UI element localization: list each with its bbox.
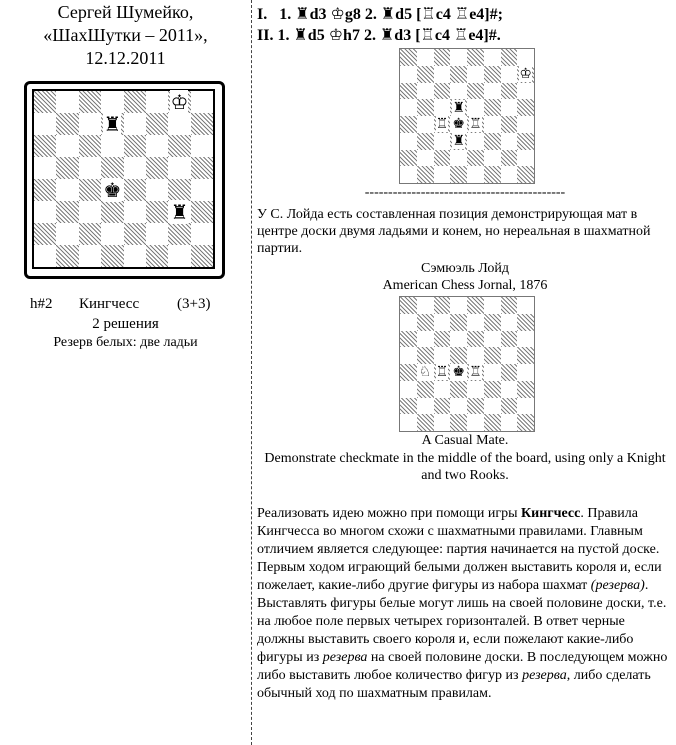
kingchess-term: Кингчесс — [520, 506, 581, 521]
square-c7 — [434, 314, 451, 331]
square-a2 — [400, 398, 417, 415]
square-g5 — [168, 157, 190, 179]
square-e6 — [467, 83, 484, 100]
square-b4 — [417, 116, 434, 133]
square-d6 — [450, 83, 467, 100]
square-d4 — [450, 364, 467, 381]
square-f7 — [484, 314, 501, 331]
square-b1 — [56, 245, 78, 267]
square-g5 — [501, 347, 518, 364]
square-a6 — [400, 83, 417, 100]
square-d7 — [450, 314, 467, 331]
square-c6 — [434, 331, 451, 348]
square-b8 — [56, 91, 78, 113]
black-rook-icon: ♜ — [170, 200, 189, 224]
square-f1 — [484, 166, 501, 183]
square-g4 — [501, 364, 518, 381]
square-c2 — [434, 398, 451, 415]
square-e3 — [467, 381, 484, 398]
square-a6 — [34, 135, 56, 157]
square-h8 — [517, 297, 534, 314]
white-knight-icon: ♘ — [418, 364, 432, 381]
left-column — [0, 0, 251, 69]
square-h4 — [517, 116, 534, 133]
problem-board-border — [32, 89, 215, 269]
white-rook-icon: ♖ — [435, 116, 449, 133]
square-g6 — [501, 331, 518, 348]
square-g8 — [168, 91, 190, 113]
square-g7 — [168, 113, 190, 135]
square-e6 — [124, 135, 146, 157]
square-g4 — [168, 179, 190, 201]
black-rook-icon: ♜ — [452, 99, 465, 116]
square-h3 — [517, 133, 534, 150]
square-a4 — [34, 179, 56, 201]
loyd-board — [399, 296, 535, 432]
square-d8 — [450, 49, 467, 66]
square-a4 — [400, 364, 417, 381]
square-h8 — [517, 49, 534, 66]
square-e2 — [467, 150, 484, 167]
square-c3 — [434, 381, 451, 398]
square-b6 — [56, 135, 78, 157]
square-h7 — [517, 314, 534, 331]
square-c1 — [434, 414, 451, 431]
square-a3 — [34, 201, 56, 223]
square-d3 — [450, 133, 467, 150]
square-b2 — [56, 223, 78, 245]
square-d7 — [101, 113, 123, 135]
square-d1 — [101, 245, 123, 267]
casual-text: Demonstrate checkmate in the middle of the board, using only a Knight and two Rooks. — [264, 451, 666, 483]
square-a7 — [34, 113, 56, 135]
square-c4 — [79, 179, 101, 201]
square-e4 — [467, 364, 484, 381]
square-h6 — [517, 331, 534, 348]
square-a1 — [400, 414, 417, 431]
square-e6 — [467, 331, 484, 348]
square-c3 — [79, 201, 101, 223]
square-f5 — [484, 347, 501, 364]
square-b7 — [417, 66, 434, 83]
square-g3 — [168, 201, 190, 223]
square-a5 — [34, 157, 56, 179]
square-d4 — [450, 116, 467, 133]
square-f1 — [146, 245, 168, 267]
square-h5 — [517, 347, 534, 364]
square-d5 — [101, 157, 123, 179]
square-e7 — [124, 113, 146, 135]
square-b3 — [417, 381, 434, 398]
square-d7 — [450, 66, 467, 83]
square-b2 — [417, 398, 434, 415]
square-d8 — [450, 297, 467, 314]
square-h2 — [191, 223, 213, 245]
square-b4 — [417, 364, 434, 381]
square-f6 — [146, 135, 168, 157]
square-b5 — [417, 99, 434, 116]
square-c4 — [434, 116, 451, 133]
square-b6 — [417, 83, 434, 100]
square-h6 — [517, 83, 534, 100]
square-h6 — [191, 135, 213, 157]
square-c4 — [434, 364, 451, 381]
square-c5 — [434, 99, 451, 116]
square-f8 — [146, 91, 168, 113]
right-column — [257, 0, 673, 46]
square-b6 — [417, 331, 434, 348]
square-d5 — [450, 347, 467, 364]
square-g2 — [501, 150, 518, 167]
square-c6 — [79, 135, 101, 157]
square-f2 — [484, 398, 501, 415]
black-king-icon: ♚ — [103, 178, 122, 202]
square-e2 — [467, 398, 484, 415]
square-g2 — [168, 223, 190, 245]
square-g1 — [168, 245, 190, 267]
square-g1 — [501, 166, 518, 183]
square-e8 — [124, 91, 146, 113]
white-rook-icon: ♖ — [469, 116, 482, 133]
rook-icon: ♜ — [293, 25, 308, 44]
square-e7 — [467, 66, 484, 83]
square-b8 — [417, 49, 434, 66]
square-d6 — [450, 331, 467, 348]
square-h8 — [191, 91, 213, 113]
square-a5 — [400, 99, 417, 116]
square-g3 — [501, 381, 518, 398]
king-icon: ♔ — [330, 4, 345, 23]
square-g1 — [501, 414, 518, 431]
square-e4 — [467, 116, 484, 133]
black-rook-icon: ♜ — [103, 112, 122, 136]
white-rook-icon: ♖ — [469, 364, 482, 381]
square-h3 — [191, 201, 213, 223]
solution-2: II. 1. ♜d5 ♔h7 2. ♜d3 [♖c4 ♖e4]#. — [257, 25, 501, 44]
square-g6 — [501, 83, 518, 100]
rook-icon: ♜ — [379, 25, 395, 44]
square-c8 — [434, 49, 451, 66]
problem-board-frame — [24, 81, 225, 279]
square-a8 — [400, 297, 417, 314]
square-a7 — [400, 66, 417, 83]
square-b1 — [417, 166, 434, 183]
square-d4 — [101, 179, 123, 201]
square-f3 — [484, 133, 501, 150]
square-d3 — [101, 201, 123, 223]
square-f7 — [146, 113, 168, 135]
square-c8 — [434, 297, 451, 314]
square-e3 — [124, 201, 146, 223]
black-king-icon: ♚ — [452, 116, 465, 133]
square-h5 — [191, 157, 213, 179]
square-h7 — [191, 113, 213, 135]
square-f6 — [484, 331, 501, 348]
kingchess-rules: Реализовать идею можно при помощи игры Кингчесс. Правила Кингчесса во многом схожи с шахматными правилами. Главным отличием является следующее: партия начинается на пустой доске. Первым ходом играющий белыми должен выставить короля и, если пожелает, какие-либо другие фигуры из набора шахмат (резерва). Выставлять фигуры белые могут лишь на своей половине доски, т.е. на любое поле первых четырех горизонталей. В ответ черные должны выставить своего короля и, если пожелают какие-либо фигуры из резерва на своей половине доски. В последующем можно либо выставить любое количество фигур из резерва, либо сделать обычный ход по шахматным правилам. — [257, 506, 668, 701]
square-e8 — [467, 297, 484, 314]
rook-icon: ♖ — [453, 25, 469, 44]
square-a1 — [34, 245, 56, 267]
square-f5 — [146, 157, 168, 179]
square-d1 — [450, 414, 467, 431]
square-c1 — [434, 166, 451, 183]
square-g4 — [501, 116, 518, 133]
square-f5 — [484, 99, 501, 116]
stipulation: h#2 — [30, 296, 53, 312]
square-g8 — [501, 297, 518, 314]
rook-icon: ♖ — [421, 4, 436, 23]
square-h2 — [517, 150, 534, 167]
white-king-icon: ♔ — [170, 90, 189, 114]
square-g7 — [501, 314, 518, 331]
square-a2 — [400, 150, 417, 167]
solutions-count: 2 решения — [92, 316, 159, 332]
loyd-name: Сэмюэль Лойд — [420, 261, 510, 276]
problem-board — [34, 91, 213, 267]
square-b2 — [417, 150, 434, 167]
square-g7 — [501, 66, 518, 83]
square-d2 — [450, 150, 467, 167]
square-h1 — [517, 414, 534, 431]
square-b5 — [56, 157, 78, 179]
square-b7 — [56, 113, 78, 135]
square-f4 — [146, 179, 168, 201]
square-c5 — [434, 347, 451, 364]
square-h7 — [517, 66, 534, 83]
square-d2 — [101, 223, 123, 245]
square-c7 — [434, 66, 451, 83]
square-g8 — [501, 49, 518, 66]
square-d2 — [450, 398, 467, 415]
square-h2 — [517, 398, 534, 415]
king-icon: ♔ — [328, 25, 344, 44]
square-e4 — [124, 179, 146, 201]
genre: Кингчесс — [79, 296, 140, 312]
black-king-icon: ♚ — [452, 364, 465, 381]
black-rook-icon: ♜ — [452, 133, 465, 150]
rook-icon: ♜ — [295, 4, 310, 23]
solution-board — [399, 48, 535, 184]
square-f3 — [146, 201, 168, 223]
casual-title: A Casual Mate. — [421, 433, 509, 448]
date: 12.12.2011 — [85, 48, 166, 68]
square-c1 — [79, 245, 101, 267]
square-h4 — [517, 364, 534, 381]
square-d6 — [101, 135, 123, 157]
square-a4 — [400, 116, 417, 133]
solution-1: I. 1. ♜d3 ♔g8 2. ♜d5 [♖c4 ♖e4]#; — [257, 4, 503, 23]
square-a2 — [34, 223, 56, 245]
square-a3 — [400, 133, 417, 150]
square-e1 — [467, 166, 484, 183]
source: «ШахШутки – 2011», — [43, 25, 208, 45]
square-b7 — [417, 314, 434, 331]
white-rook-icon: ♖ — [435, 364, 449, 381]
square-f3 — [484, 381, 501, 398]
square-c2 — [79, 223, 101, 245]
square-e8 — [467, 49, 484, 66]
square-e1 — [124, 245, 146, 267]
square-e5 — [467, 99, 484, 116]
square-b5 — [417, 347, 434, 364]
square-c6 — [434, 83, 451, 100]
column-divider — [251, 0, 252, 745]
square-a8 — [34, 91, 56, 113]
square-a8 — [400, 49, 417, 66]
square-a5 — [400, 347, 417, 364]
square-a6 — [400, 331, 417, 348]
square-a1 — [400, 166, 417, 183]
square-a7 — [400, 314, 417, 331]
square-e3 — [467, 133, 484, 150]
rook-icon: ♜ — [380, 4, 396, 23]
square-h1 — [191, 245, 213, 267]
square-b3 — [56, 201, 78, 223]
square-e5 — [124, 157, 146, 179]
square-g3 — [501, 133, 518, 150]
piece-count: (3+3) — [177, 296, 211, 312]
square-d3 — [450, 381, 467, 398]
square-b3 — [417, 133, 434, 150]
square-e5 — [467, 347, 484, 364]
square-c3 — [434, 133, 451, 150]
square-d1 — [450, 166, 467, 183]
rook-icon: ♖ — [454, 4, 470, 23]
square-g5 — [501, 99, 518, 116]
white-king-icon: ♔ — [519, 66, 532, 83]
square-g6 — [168, 135, 190, 157]
separator: ------------------------------------------- — [364, 185, 566, 200]
square-e1 — [467, 414, 484, 431]
author: Сергей Шумейко, — [57, 2, 194, 22]
square-f2 — [484, 150, 501, 167]
square-e2 — [124, 223, 146, 245]
square-b4 — [56, 179, 78, 201]
square-c2 — [434, 150, 451, 167]
square-c8 — [79, 91, 101, 113]
square-h3 — [517, 381, 534, 398]
square-b1 — [417, 414, 434, 431]
rook-icon: ♖ — [420, 25, 435, 44]
square-h1 — [517, 166, 534, 183]
square-d8 — [101, 91, 123, 113]
square-a3 — [400, 381, 417, 398]
square-c7 — [79, 113, 101, 135]
square-f4 — [484, 116, 501, 133]
square-b8 — [417, 297, 434, 314]
square-f6 — [484, 83, 501, 100]
square-e7 — [467, 314, 484, 331]
square-f1 — [484, 414, 501, 431]
square-f8 — [484, 49, 501, 66]
square-f4 — [484, 364, 501, 381]
square-f7 — [484, 66, 501, 83]
square-g2 — [501, 398, 518, 415]
square-d5 — [450, 99, 467, 116]
loyd-source: American Chess Jornal, 1876 — [382, 278, 548, 293]
square-c5 — [79, 157, 101, 179]
square-h4 — [191, 179, 213, 201]
square-h5 — [517, 99, 534, 116]
square-f8 — [484, 297, 501, 314]
square-f2 — [146, 223, 168, 245]
white-reserve: Резерв белых: две ладьи — [53, 335, 198, 350]
loyd-intro: У С. Лойда есть составленная позиция демонстрирующая мат в центре доски двумя ладьями и конем, но нереальная в шахматной партии. — [257, 207, 651, 256]
